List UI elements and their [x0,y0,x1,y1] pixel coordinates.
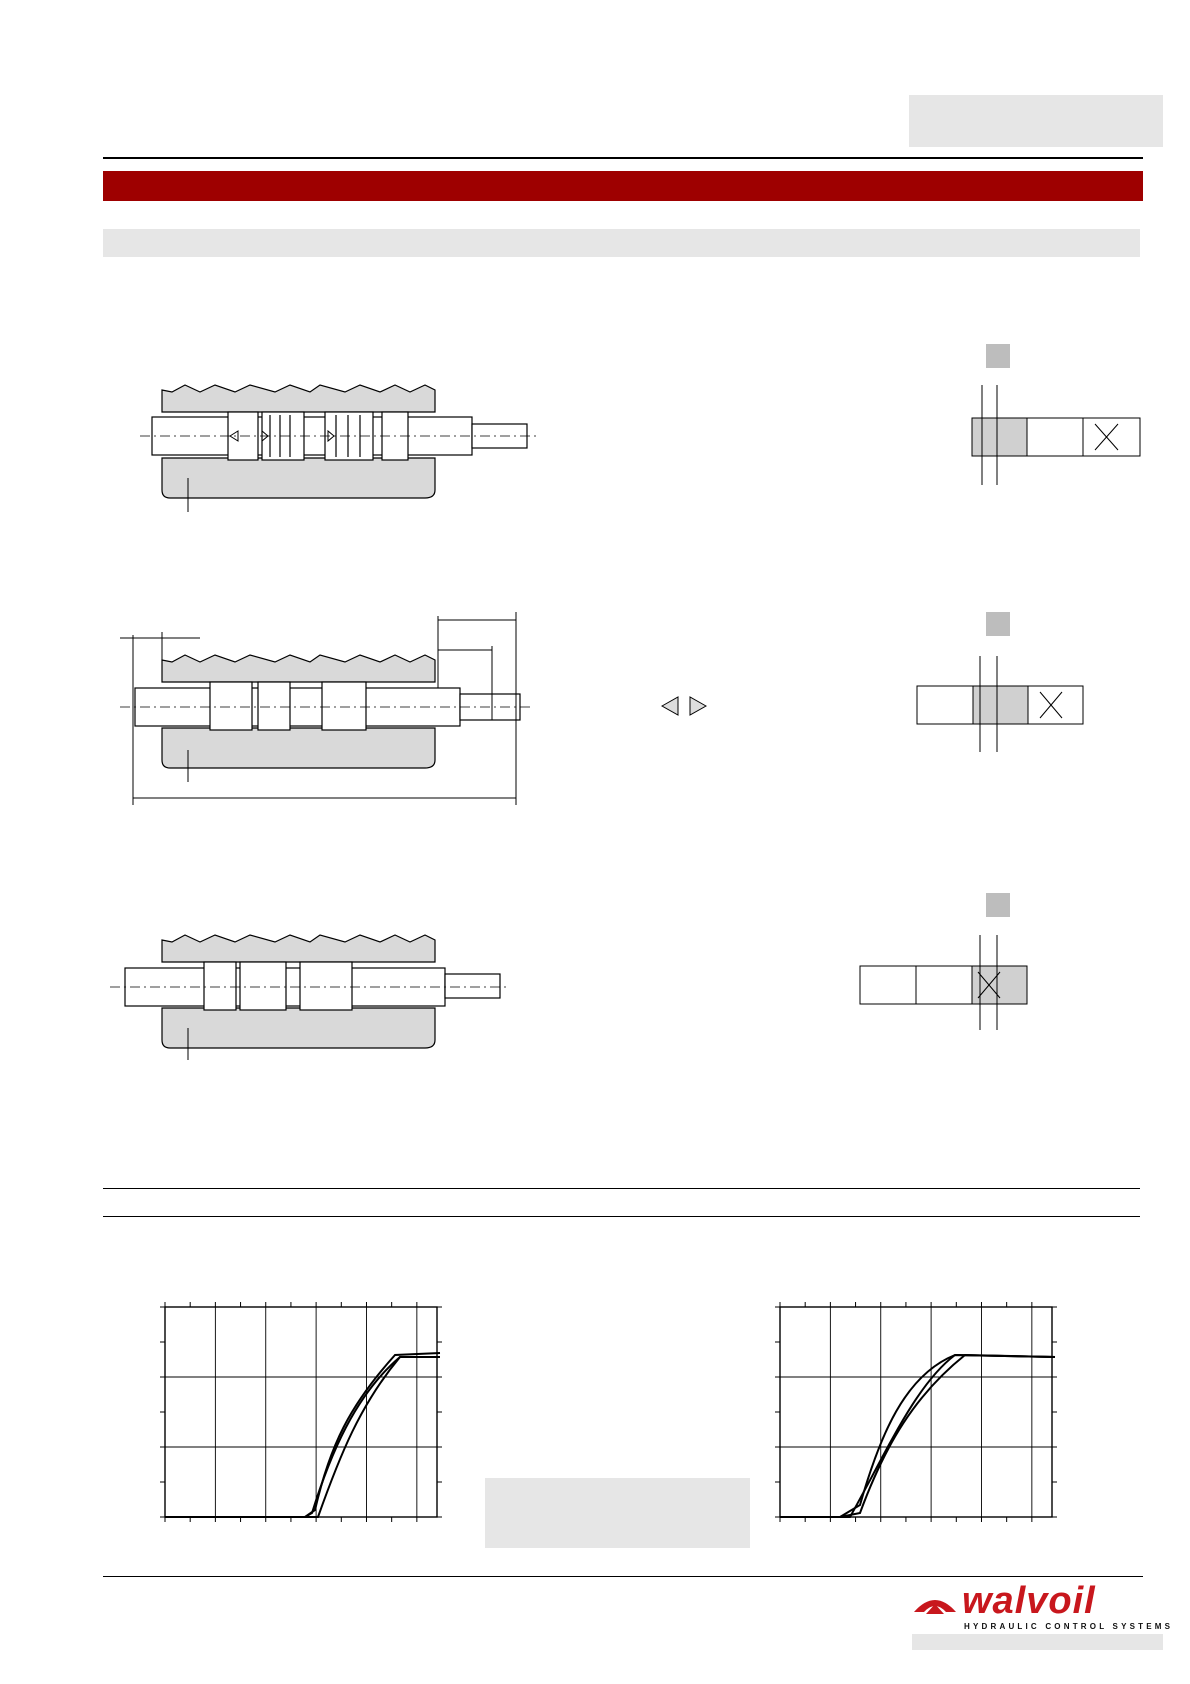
walvoil-logo [912,1580,1174,1631]
series-line [780,1355,1055,1517]
plot-frame [780,1307,1052,1517]
series-line [165,1353,440,1517]
position-marker-2 [986,612,1010,636]
valve-body-2 [162,655,435,768]
plot-frame [165,1307,437,1517]
subsection-band [103,229,1140,257]
section-rule-bottom [103,1216,1140,1217]
brand-tagline: HYDRAULIC CONTROL SYSTEMS [964,1622,1174,1631]
brand-name: walvoil [962,1580,1096,1622]
arrow-right-icon [690,697,706,715]
section-rule-top [103,1188,1140,1189]
header-rule [103,157,1143,159]
chart-note-box [485,1478,750,1548]
position-marker-1 [986,344,1010,368]
walvoil-logo-icon [912,1590,958,1620]
series-line [165,1357,440,1517]
position-marker-3 [986,893,1010,917]
performance-chart-left [150,1295,450,1535]
series-line [165,1357,440,1517]
footer-rule [103,1576,1143,1577]
valve-body-3 [162,935,435,1048]
section-title-band [103,171,1143,201]
valve-body-1 [162,385,435,498]
header-info-box [909,95,1163,147]
valve-spool-1 [152,412,527,460]
performance-chart-right [765,1295,1065,1535]
series-line [780,1355,1055,1517]
footer-info-box [912,1634,1163,1650]
arrow-left-icon [662,697,678,715]
series-line [780,1355,1055,1517]
dimension-lines-2 [120,612,516,805]
